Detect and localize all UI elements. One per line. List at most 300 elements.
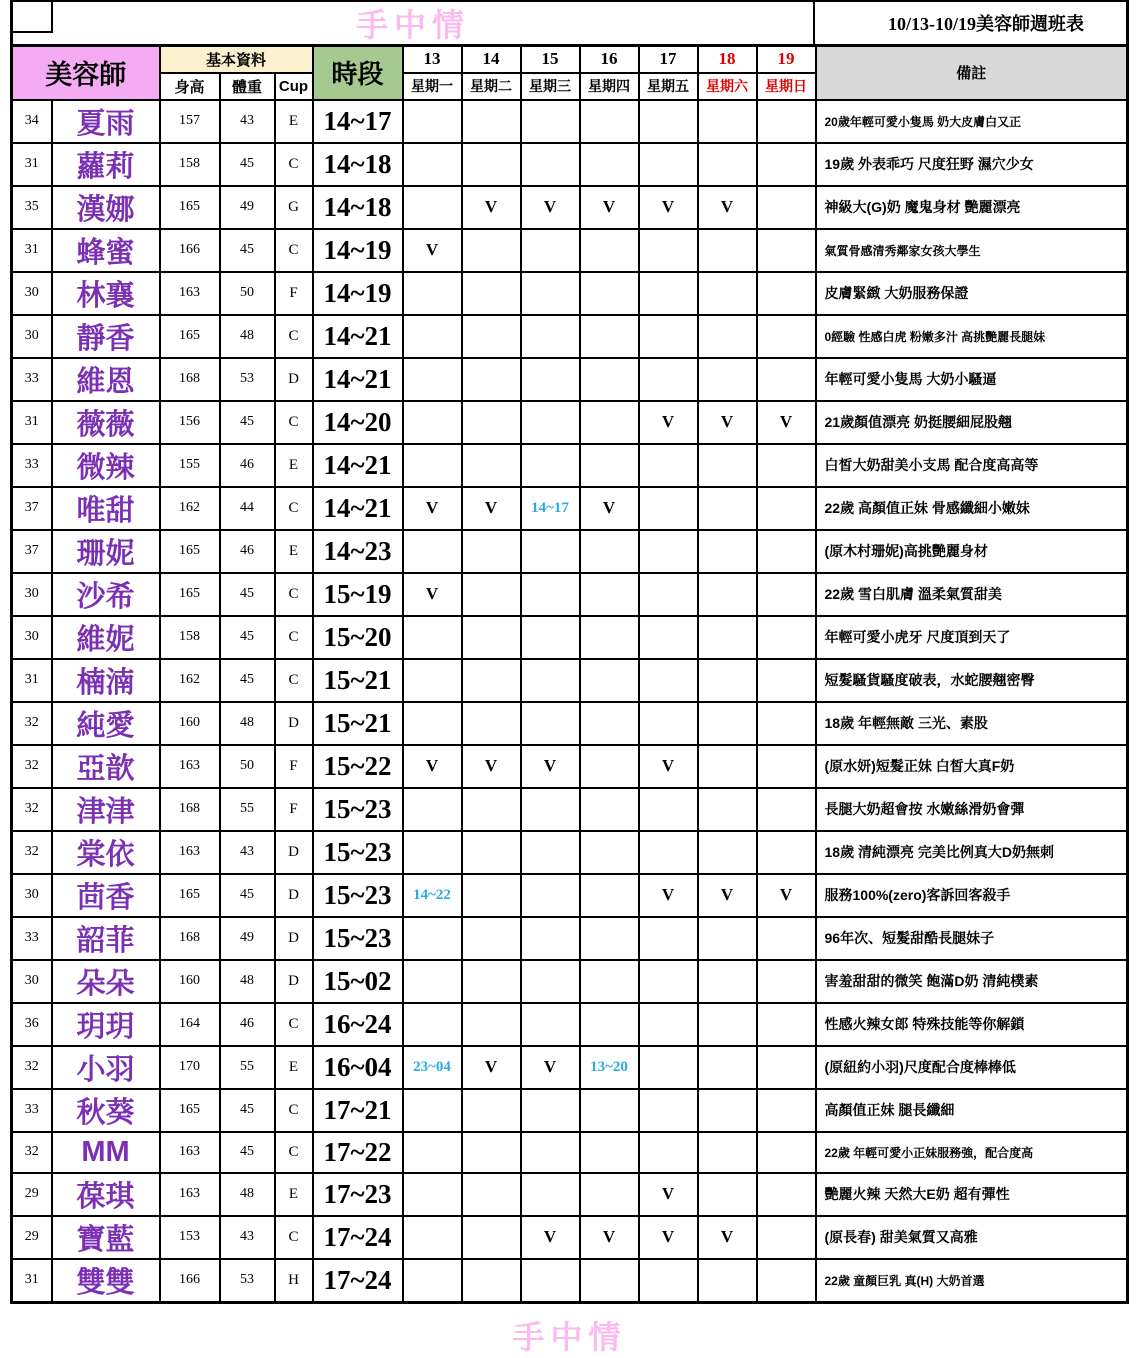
time-slot-cell: 15~21 <box>313 659 403 702</box>
cup-cell: D <box>275 702 313 745</box>
height-cell: 163 <box>160 831 220 874</box>
time-slot-cell: 17~24 <box>313 1216 403 1259</box>
day-cell <box>462 659 521 702</box>
table-row <box>12 272 1128 315</box>
weight-cell: 46 <box>220 530 275 573</box>
day-cell <box>639 229 698 272</box>
day-cell <box>580 917 639 960</box>
day-cell <box>757 616 816 659</box>
staff-number-cell: 30 <box>12 315 52 358</box>
day-cell <box>639 1132 698 1173</box>
remark-cell: 年輕可愛小虎牙 尺度頂到天了 <box>816 616 1128 659</box>
staff-name-cell: 維恩 <box>52 358 160 401</box>
staff-name-cell: 韶菲 <box>52 917 160 960</box>
time-slot-cell: 14~20 <box>313 401 403 444</box>
remark-cell: 0經驗 性感白虎 粉嫩多汁 高挑艷麗長腿妹 <box>816 315 1128 358</box>
day-cell <box>462 960 521 1003</box>
staff-number-cell: 30 <box>12 960 52 1003</box>
weight-cell: 49 <box>220 186 275 229</box>
staff-name-cell: 微辣 <box>52 444 160 487</box>
day-cell: V <box>757 874 816 917</box>
day-cell: V <box>403 745 462 788</box>
remark-cell: (原長春) 甜美氣質又高雅 <box>816 1216 1128 1259</box>
footer-title: 手中情 <box>512 1318 627 1355</box>
table-row <box>12 573 1128 616</box>
height-cell: 162 <box>160 487 220 530</box>
time-slot-cell: 17~24 <box>313 1259 403 1303</box>
staff-name-cell: 棠依 <box>52 831 160 874</box>
day-cell <box>757 487 816 530</box>
staff-name-cell: 蘿莉 <box>52 143 160 186</box>
remark-cell: 艷麗火辣 天然大E奶 超有彈性 <box>816 1173 1128 1216</box>
remark-cell: 18歲 清純漂亮 完美比例真大D奶無刺 <box>816 831 1128 874</box>
cup-cell: C <box>275 573 313 616</box>
staff-number-cell: 30 <box>12 573 52 616</box>
staff-name-cell: 雙雙 <box>52 1259 160 1303</box>
day-cell <box>403 917 462 960</box>
table-row <box>12 788 1128 831</box>
table-row <box>12 1132 1128 1173</box>
staff-name-cell: 沙希 <box>52 573 160 616</box>
day-cell <box>639 1046 698 1089</box>
day-cell <box>403 616 462 659</box>
day-cell <box>757 659 816 702</box>
day-cell <box>639 573 698 616</box>
staff-name-cell: 小羽 <box>52 1046 160 1089</box>
remark-cell: 19歲 外表乖巧 尺度狂野 濕穴少女 <box>816 143 1128 186</box>
remark-cell: 20歲年輕可愛小隻馬 奶大皮膚白又正 <box>816 100 1128 143</box>
day-cell <box>698 831 757 874</box>
weight-cell: 45 <box>220 1089 275 1132</box>
day-cell <box>580 1259 639 1303</box>
day-cell <box>403 315 462 358</box>
day-cell <box>757 358 816 401</box>
schedule-table <box>10 44 1129 1304</box>
cup-header: Cup <box>275 73 313 100</box>
day-cell <box>639 1259 698 1303</box>
cup-cell: C <box>275 1216 313 1259</box>
staff-name-cell: 葆琪 <box>52 1173 160 1216</box>
weekday-header: 星期一 <box>403 73 462 100</box>
day-cell <box>639 616 698 659</box>
day-cell <box>403 659 462 702</box>
remark-cell: 22歲 雪白肌膚 溫柔氣質甜美 <box>816 573 1128 616</box>
time-slot-cell: 14~18 <box>313 186 403 229</box>
time-slot-cell: 15~21 <box>313 702 403 745</box>
day-cell <box>698 616 757 659</box>
cup-cell: C <box>275 401 313 444</box>
staff-number-cell: 37 <box>12 530 52 573</box>
height-cell: 163 <box>160 745 220 788</box>
table-row <box>12 100 1128 143</box>
title-left-cell <box>13 2 813 44</box>
day-cell: V <box>639 1216 698 1259</box>
weight-cell: 53 <box>220 358 275 401</box>
day-cell <box>521 444 580 487</box>
day-cell <box>521 874 580 917</box>
staff-name-cell: 朵朵 <box>52 960 160 1003</box>
weekday-header: 星期三 <box>521 73 580 100</box>
staff-header: 美容師 <box>12 46 160 100</box>
day-cell <box>521 616 580 659</box>
staff-number-cell: 33 <box>12 917 52 960</box>
time-slot-cell: 14~21 <box>313 444 403 487</box>
day-cell <box>403 530 462 573</box>
day-cell <box>639 143 698 186</box>
cup-cell: C <box>275 487 313 530</box>
day-cell: V <box>403 487 462 530</box>
time-slot-cell: 15~20 <box>313 616 403 659</box>
staff-number-cell: 29 <box>12 1216 52 1259</box>
staff-number-cell: 32 <box>12 1132 52 1173</box>
day-cell <box>639 831 698 874</box>
time-slot-cell: 14~21 <box>313 487 403 530</box>
day-cell: V <box>757 401 816 444</box>
height-cell: 163 <box>160 1173 220 1216</box>
height-cell: 166 <box>160 1259 220 1303</box>
day-date-header: 19 <box>757 46 816 73</box>
day-cell <box>521 401 580 444</box>
day-cell <box>698 315 757 358</box>
day-cell <box>462 143 521 186</box>
weight-cell: 45 <box>220 1132 275 1173</box>
remark-cell: 服務100%(zero)客訴回客殺手 <box>816 874 1128 917</box>
time-slot-cell: 15~19 <box>313 573 403 616</box>
table-row <box>12 616 1128 659</box>
day-cell <box>580 315 639 358</box>
table-row <box>12 530 1128 573</box>
weight-cell: 45 <box>220 401 275 444</box>
cup-cell: D <box>275 874 313 917</box>
day-cell <box>698 1132 757 1173</box>
day-cell <box>580 1089 639 1132</box>
table-row <box>12 831 1128 874</box>
weight-cell: 53 <box>220 1259 275 1303</box>
day-cell <box>698 1173 757 1216</box>
remark-cell: 性感火辣女郎 特殊技能等你解鎖 <box>816 1003 1128 1046</box>
day-cell: V <box>462 487 521 530</box>
day-cell <box>639 444 698 487</box>
day-cell <box>462 1173 521 1216</box>
remark-cell: 96年次、短髮甜酷長腿妹子 <box>816 917 1128 960</box>
staff-number-cell: 33 <box>12 358 52 401</box>
schedule-title: 10/13-10/19美容師週班表 <box>813 2 1126 44</box>
page-title: 手中情 <box>355 7 470 43</box>
day-cell <box>521 960 580 1003</box>
staff-number-cell: 32 <box>12 702 52 745</box>
day-cell <box>462 917 521 960</box>
day-cell: V <box>639 745 698 788</box>
day-cell <box>521 1089 580 1132</box>
remark-cell: (原木村珊妮)高挑艷麗身材 <box>816 530 1128 573</box>
staff-name-cell: 維妮 <box>52 616 160 659</box>
weight-cell: 49 <box>220 917 275 960</box>
day-cell <box>462 1132 521 1173</box>
weight-cell: 50 <box>220 272 275 315</box>
day-cell <box>521 358 580 401</box>
time-slot-cell: 15~23 <box>313 874 403 917</box>
cup-cell: E <box>275 1173 313 1216</box>
day-cell <box>698 487 757 530</box>
staff-number-cell: 35 <box>12 186 52 229</box>
day-cell <box>462 1259 521 1303</box>
cup-cell: C <box>275 143 313 186</box>
height-cell: 168 <box>160 917 220 960</box>
schedule-sheet <box>10 0 1129 1358</box>
remark-cell: (原紐約小羽)尺度配合度棒棒低 <box>816 1046 1128 1089</box>
cup-cell: C <box>275 616 313 659</box>
day-cell <box>462 444 521 487</box>
day-cell <box>757 745 816 788</box>
title-row <box>10 0 1129 44</box>
day-cell: V <box>639 186 698 229</box>
day-cell <box>698 659 757 702</box>
cup-cell: F <box>275 745 313 788</box>
day-cell <box>521 272 580 315</box>
day-cell <box>698 143 757 186</box>
time-slot-cell: 17~22 <box>313 1132 403 1173</box>
day-cell <box>521 659 580 702</box>
day-cell: V <box>521 1046 580 1089</box>
day-cell <box>462 702 521 745</box>
day-cell <box>757 917 816 960</box>
staff-name-cell: 唯甜 <box>52 487 160 530</box>
day-cell <box>698 1003 757 1046</box>
remark-cell: 高顏值正妹 腿長纖細 <box>816 1089 1128 1132</box>
basic-info-header: 基本資料 <box>160 46 313 73</box>
day-cell: V <box>639 874 698 917</box>
day-cell <box>757 186 816 229</box>
staff-name-cell: 夏雨 <box>52 100 160 143</box>
weight-cell: 45 <box>220 143 275 186</box>
height-cell: 165 <box>160 530 220 573</box>
table-row <box>12 229 1128 272</box>
day-cell: V <box>698 1216 757 1259</box>
remark-cell: 氣質骨感清秀鄰家女孩大學生 <box>816 229 1128 272</box>
day-cell <box>580 573 639 616</box>
cup-cell: C <box>275 659 313 702</box>
day-cell <box>521 788 580 831</box>
weight-cell: 55 <box>220 1046 275 1089</box>
height-cell: 163 <box>160 272 220 315</box>
time-slot-cell: 16~24 <box>313 1003 403 1046</box>
staff-number-cell: 31 <box>12 143 52 186</box>
day-cell <box>698 573 757 616</box>
staff-number-cell: 30 <box>12 616 52 659</box>
staff-number-cell: 31 <box>12 659 52 702</box>
time-slot-cell: 14~23 <box>313 530 403 573</box>
table-row <box>12 143 1128 186</box>
day-cell <box>462 573 521 616</box>
day-cell: V <box>462 186 521 229</box>
weight-cell: 45 <box>220 229 275 272</box>
table-row <box>12 917 1128 960</box>
corner-cell <box>13 2 53 33</box>
table-row <box>12 1003 1128 1046</box>
staff-number-cell: 36 <box>12 1003 52 1046</box>
day-cell: V <box>639 1173 698 1216</box>
height-header: 身高 <box>160 73 220 100</box>
staff-name-cell: 亞歆 <box>52 745 160 788</box>
weight-cell: 45 <box>220 616 275 659</box>
day-cell <box>757 315 816 358</box>
day-cell: 13~20 <box>580 1046 639 1089</box>
cup-cell: F <box>275 272 313 315</box>
cup-cell: G <box>275 186 313 229</box>
staff-name-cell: 蜂蜜 <box>52 229 160 272</box>
day-cell: V <box>698 401 757 444</box>
day-cell <box>462 1003 521 1046</box>
day-cell: V <box>521 1216 580 1259</box>
day-cell <box>698 1046 757 1089</box>
table-row <box>12 1216 1128 1259</box>
time-slot-cell: 15~22 <box>313 745 403 788</box>
day-cell <box>403 1173 462 1216</box>
day-cell: V <box>580 1216 639 1259</box>
day-cell: V <box>698 874 757 917</box>
day-cell <box>757 960 816 1003</box>
day-cell: V <box>521 186 580 229</box>
day-cell <box>698 100 757 143</box>
weight-cell: 46 <box>220 1003 275 1046</box>
day-cell <box>639 917 698 960</box>
day-cell <box>462 788 521 831</box>
table-row <box>12 745 1128 788</box>
height-cell: 168 <box>160 788 220 831</box>
day-cell <box>403 143 462 186</box>
weekday-header: 星期日 <box>757 73 816 100</box>
day-cell <box>580 960 639 1003</box>
staff-number-cell: 32 <box>12 745 52 788</box>
remark-cell: 白皙大奶甜美小支馬 配合度高高等 <box>816 444 1128 487</box>
day-cell <box>757 530 816 573</box>
staff-number-cell: 33 <box>12 1089 52 1132</box>
day-cell <box>521 831 580 874</box>
staff-number-cell: 32 <box>12 831 52 874</box>
day-cell <box>757 100 816 143</box>
day-cell <box>757 1259 816 1303</box>
staff-name-cell: 寶藍 <box>52 1216 160 1259</box>
day-cell <box>462 100 521 143</box>
height-cell: 163 <box>160 1132 220 1173</box>
day-cell <box>698 358 757 401</box>
cup-cell: E <box>275 530 313 573</box>
time-slot-cell: 17~21 <box>313 1089 403 1132</box>
day-cell <box>403 186 462 229</box>
weight-cell: 43 <box>220 831 275 874</box>
day-cell: V <box>580 487 639 530</box>
day-cell <box>462 616 521 659</box>
day-cell <box>462 315 521 358</box>
weight-header: 體重 <box>220 73 275 100</box>
weight-cell: 55 <box>220 788 275 831</box>
day-cell <box>639 100 698 143</box>
day-cell <box>580 745 639 788</box>
day-cell <box>698 702 757 745</box>
day-cell <box>521 1003 580 1046</box>
day-cell <box>462 229 521 272</box>
day-date-header: 17 <box>639 46 698 73</box>
day-date-header: 15 <box>521 46 580 73</box>
day-cell <box>521 315 580 358</box>
weight-cell: 48 <box>220 702 275 745</box>
day-cell <box>403 1259 462 1303</box>
height-cell: 160 <box>160 960 220 1003</box>
staff-name-cell: 津津 <box>52 788 160 831</box>
day-cell <box>757 1132 816 1173</box>
day-cell <box>580 1003 639 1046</box>
height-cell: 165 <box>160 874 220 917</box>
remark-cell: 長腿大奶超會按 水嫩絲滑奶會彈 <box>816 788 1128 831</box>
remark-cell: 22歲 童顏巨乳 真(H) 大奶首選 <box>816 1259 1128 1303</box>
table-row <box>12 186 1128 229</box>
remark-cell: 害羞甜甜的微笑 飽滿D奶 清純樸素 <box>816 960 1128 1003</box>
header-row-1 <box>12 46 1128 73</box>
day-cell <box>580 831 639 874</box>
day-cell <box>698 788 757 831</box>
day-cell <box>698 1259 757 1303</box>
weight-cell: 44 <box>220 487 275 530</box>
day-cell <box>639 1089 698 1132</box>
table-row <box>12 358 1128 401</box>
height-cell: 170 <box>160 1046 220 1089</box>
remark-header: 備註 <box>816 46 1128 100</box>
table-row <box>12 487 1128 530</box>
day-cell <box>462 358 521 401</box>
table-row <box>12 1259 1128 1303</box>
day-cell <box>580 358 639 401</box>
day-cell <box>403 444 462 487</box>
height-cell: 166 <box>160 229 220 272</box>
time-slot-cell: 15~23 <box>313 831 403 874</box>
staff-name-cell: 純愛 <box>52 702 160 745</box>
weekday-header: 星期二 <box>462 73 521 100</box>
cup-cell: C <box>275 315 313 358</box>
weekday-header: 星期五 <box>639 73 698 100</box>
weight-cell: 46 <box>220 444 275 487</box>
table-row <box>12 874 1128 917</box>
day-cell: V <box>580 186 639 229</box>
day-cell: V <box>698 186 757 229</box>
time-slot-cell: 14~21 <box>313 315 403 358</box>
cup-cell: C <box>275 229 313 272</box>
day-date-header: 18 <box>698 46 757 73</box>
table-row <box>12 659 1128 702</box>
cup-cell: H <box>275 1259 313 1303</box>
day-cell <box>403 358 462 401</box>
day-cell: 14~22 <box>403 874 462 917</box>
day-cell <box>580 659 639 702</box>
day-cell: 23~04 <box>403 1046 462 1089</box>
day-cell <box>403 960 462 1003</box>
table-row <box>12 401 1128 444</box>
time-slot-cell: 17~23 <box>313 1173 403 1216</box>
weight-cell: 48 <box>220 960 275 1003</box>
day-cell <box>403 702 462 745</box>
day-cell <box>521 573 580 616</box>
staff-name-cell: 玥玥 <box>52 1003 160 1046</box>
weight-cell: 45 <box>220 573 275 616</box>
day-cell <box>521 100 580 143</box>
cup-cell: C <box>275 1003 313 1046</box>
cup-cell: E <box>275 100 313 143</box>
day-date-header: 16 <box>580 46 639 73</box>
staff-number-cell: 37 <box>12 487 52 530</box>
day-cell <box>639 272 698 315</box>
table-row <box>12 702 1128 745</box>
staff-name-cell: MM <box>52 1132 160 1173</box>
day-cell: V <box>462 1046 521 1089</box>
